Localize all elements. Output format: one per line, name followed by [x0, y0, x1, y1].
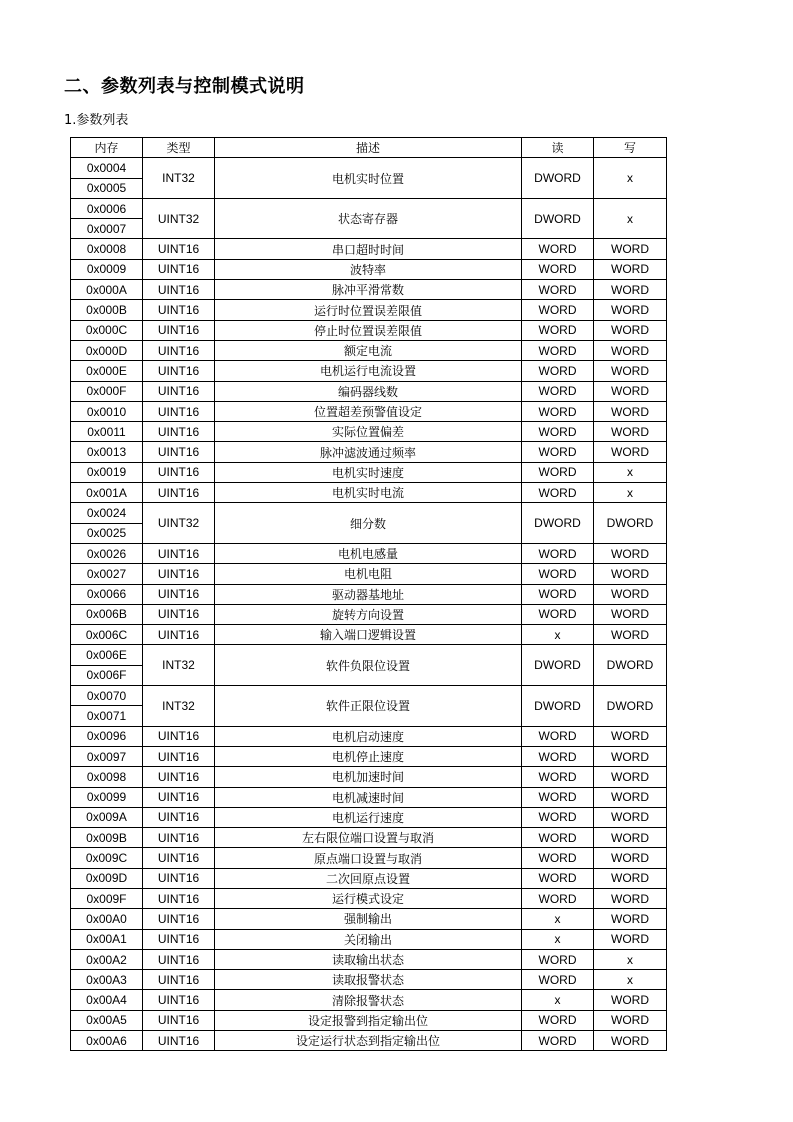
write-cell: WORD [594, 868, 667, 888]
table-row [71, 300, 667, 320]
type-cell: UINT16 [143, 422, 215, 442]
address-cell: 0x00A6 [71, 1031, 143, 1051]
type-cell: UINT16 [143, 888, 215, 908]
table-row [71, 746, 667, 766]
table-row [71, 970, 667, 990]
description-cell: 运行时位置误差限值 [215, 300, 522, 320]
read-cell: WORD [522, 584, 594, 604]
description-cell: 电机停止速度 [215, 746, 522, 766]
address-cell: 0x0009 [71, 259, 143, 279]
address-cell: 0x0019 [71, 462, 143, 482]
table-row [71, 990, 667, 1010]
description-cell: 原点端口设置与取消 [215, 848, 522, 868]
write-cell: DWORD [594, 686, 667, 727]
table-row [71, 422, 667, 442]
write-cell: WORD [594, 726, 667, 746]
read-cell: x [522, 909, 594, 929]
write-cell: WORD [594, 543, 667, 563]
table-row [71, 686, 667, 706]
address-cell: 0x000F [71, 381, 143, 401]
write-cell: x [594, 970, 667, 990]
read-cell: WORD [522, 462, 594, 482]
table-header-row [71, 138, 667, 158]
description-cell: 电机加速时间 [215, 767, 522, 787]
address-cell: 0x009F [71, 888, 143, 908]
table-row [71, 868, 667, 888]
type-cell: UINT16 [143, 401, 215, 421]
read-cell: WORD [522, 604, 594, 624]
type-cell: UINT16 [143, 1031, 215, 1051]
table-row [71, 848, 667, 868]
address-cell: 0x006C [71, 625, 143, 645]
address-cell: 0x00A4 [71, 990, 143, 1010]
read-cell: WORD [522, 767, 594, 787]
address-cell: 0x001A [71, 483, 143, 503]
type-cell: UINT16 [143, 909, 215, 929]
table-row [71, 483, 667, 503]
write-cell: WORD [594, 564, 667, 584]
write-cell: WORD [594, 340, 667, 360]
description-cell: 电机电阻 [215, 564, 522, 584]
address-cell: 0x009A [71, 807, 143, 827]
table-body [71, 158, 667, 1051]
write-cell: WORD [594, 280, 667, 300]
type-cell: UINT32 [143, 503, 215, 544]
description-cell: 电机减速时间 [215, 787, 522, 807]
read-cell: WORD [522, 564, 594, 584]
write-cell: WORD [594, 888, 667, 908]
read-cell: DWORD [522, 158, 594, 199]
table-row [71, 604, 667, 624]
type-cell: UINT16 [143, 625, 215, 645]
type-cell: UINT16 [143, 239, 215, 259]
read-cell: DWORD [522, 503, 594, 544]
read-cell: WORD [522, 807, 594, 827]
description-cell: 电机电感量 [215, 543, 522, 563]
type-cell: UINT16 [143, 564, 215, 584]
read-cell: WORD [522, 361, 594, 381]
read-cell: WORD [522, 320, 594, 340]
type-cell: UINT16 [143, 1010, 215, 1030]
address-cell: 0x00A5 [71, 1010, 143, 1030]
type-cell: UINT16 [143, 868, 215, 888]
address-cell: 0x0024 [71, 503, 143, 523]
header-read: 读 [522, 138, 594, 158]
read-cell: DWORD [522, 198, 594, 239]
type-cell: UINT16 [143, 280, 215, 300]
write-cell: WORD [594, 300, 667, 320]
description-cell: 额定电流 [215, 340, 522, 360]
read-cell: WORD [522, 746, 594, 766]
address-cell: 0x0011 [71, 422, 143, 442]
table-row [71, 787, 667, 807]
type-cell: UINT16 [143, 361, 215, 381]
table-row [71, 503, 667, 523]
write-cell: WORD [594, 320, 667, 340]
type-cell: UINT16 [143, 340, 215, 360]
table-row [71, 158, 667, 178]
type-cell: UINT32 [143, 198, 215, 239]
section-subtitle: 1.参数列表 [64, 113, 129, 128]
table-row [71, 543, 667, 563]
read-cell: WORD [522, 848, 594, 868]
write-cell: WORD [594, 787, 667, 807]
read-cell: WORD [522, 300, 594, 320]
address-cell: 0x0027 [71, 564, 143, 584]
address-cell: 0x000C [71, 320, 143, 340]
address-cell: 0x0010 [71, 401, 143, 421]
type-cell: INT32 [143, 158, 215, 199]
address-cell: 0x0026 [71, 543, 143, 563]
address-cell: 0x006E [71, 645, 143, 665]
write-cell: WORD [594, 381, 667, 401]
table-row [71, 726, 667, 746]
table-row [71, 888, 667, 908]
table-row [71, 239, 667, 259]
address-cell: 0x006F [71, 665, 143, 685]
header-type: 类型 [143, 138, 215, 158]
write-cell: WORD [594, 422, 667, 442]
description-cell: 状态寄存器 [215, 198, 522, 239]
write-cell: x [594, 483, 667, 503]
table-row [71, 564, 667, 584]
table-row [71, 280, 667, 300]
address-cell: 0x0097 [71, 746, 143, 766]
type-cell: UINT16 [143, 462, 215, 482]
address-cell: 0x0008 [71, 239, 143, 259]
description-cell: 电机实时位置 [215, 158, 522, 199]
type-cell: UINT16 [143, 767, 215, 787]
table-row [71, 909, 667, 929]
table-row [71, 645, 667, 665]
read-cell: WORD [522, 726, 594, 746]
read-cell: WORD [522, 280, 594, 300]
type-cell: UINT16 [143, 990, 215, 1010]
address-cell: 0x009B [71, 828, 143, 848]
header-address: 内存 [71, 138, 143, 158]
read-cell: WORD [522, 949, 594, 969]
read-cell: WORD [522, 259, 594, 279]
description-cell: 电机实时速度 [215, 462, 522, 482]
parameter-table [70, 137, 667, 1051]
address-cell: 0x000E [71, 361, 143, 381]
read-cell: x [522, 625, 594, 645]
page-title: 二、参数列表与控制模式说明 [64, 76, 305, 97]
type-cell: UINT16 [143, 787, 215, 807]
description-cell: 电机运行电流设置 [215, 361, 522, 381]
read-cell: WORD [522, 1010, 594, 1030]
description-cell: 编码器线数 [215, 381, 522, 401]
description-cell: 强制输出 [215, 909, 522, 929]
type-cell: UINT16 [143, 970, 215, 990]
write-cell: WORD [594, 1031, 667, 1051]
address-cell: 0x0099 [71, 787, 143, 807]
address-cell: 0x000D [71, 340, 143, 360]
write-cell: WORD [594, 604, 667, 624]
description-cell: 清除报警状态 [215, 990, 522, 1010]
description-cell: 读取报警状态 [215, 970, 522, 990]
address-cell: 0x0025 [71, 523, 143, 543]
table-row [71, 1010, 667, 1030]
table-row [71, 361, 667, 381]
type-cell: UINT16 [143, 483, 215, 503]
description-cell: 设定报警到指定输出位 [215, 1010, 522, 1030]
address-cell: 0x0007 [71, 219, 143, 239]
table-row [71, 401, 667, 421]
type-cell: UINT16 [143, 929, 215, 949]
description-cell: 脉冲滤波通过频率 [215, 442, 522, 462]
read-cell: x [522, 929, 594, 949]
description-cell: 软件正限位设置 [215, 686, 522, 727]
type-cell: UINT16 [143, 300, 215, 320]
read-cell: WORD [522, 1031, 594, 1051]
description-cell: 脉冲平滑常数 [215, 280, 522, 300]
table-row [71, 929, 667, 949]
address-cell: 0x0013 [71, 442, 143, 462]
description-cell: 停止时位置误差限值 [215, 320, 522, 340]
address-cell: 0x0004 [71, 158, 143, 178]
write-cell: WORD [594, 828, 667, 848]
description-cell: 波特率 [215, 259, 522, 279]
type-cell: UINT16 [143, 381, 215, 401]
type-cell: UINT16 [143, 807, 215, 827]
write-cell: x [594, 949, 667, 969]
table-row [71, 807, 667, 827]
type-cell: UINT16 [143, 584, 215, 604]
table-row [71, 320, 667, 340]
type-cell: UINT16 [143, 746, 215, 766]
write-cell: x [594, 462, 667, 482]
address-cell: 0x009C [71, 848, 143, 868]
address-cell: 0x006B [71, 604, 143, 624]
address-cell: 0x009D [71, 868, 143, 888]
table-row [71, 828, 667, 848]
write-cell: WORD [594, 929, 667, 949]
read-cell: WORD [522, 381, 594, 401]
description-cell: 左右限位端口设置与取消 [215, 828, 522, 848]
description-cell: 关闭输出 [215, 929, 522, 949]
write-cell: WORD [594, 584, 667, 604]
read-cell: WORD [522, 239, 594, 259]
write-cell: WORD [594, 746, 667, 766]
table-row [71, 442, 667, 462]
address-cell: 0x0071 [71, 706, 143, 726]
description-cell: 运行模式设定 [215, 888, 522, 908]
type-cell: UINT16 [143, 604, 215, 624]
description-cell: 驱动器基地址 [215, 584, 522, 604]
address-cell: 0x00A0 [71, 909, 143, 929]
read-cell: WORD [522, 543, 594, 563]
write-cell: DWORD [594, 645, 667, 686]
description-cell: 串口超时时间 [215, 239, 522, 259]
address-cell: 0x0070 [71, 686, 143, 706]
type-cell: UINT16 [143, 726, 215, 746]
write-cell: WORD [594, 442, 667, 462]
address-cell: 0x000A [71, 280, 143, 300]
read-cell: WORD [522, 888, 594, 908]
type-cell: UINT16 [143, 320, 215, 340]
read-cell: x [522, 990, 594, 1010]
description-cell: 输入端口逻辑设置 [215, 625, 522, 645]
address-cell: 0x0096 [71, 726, 143, 746]
read-cell: WORD [522, 868, 594, 888]
type-cell: UINT16 [143, 442, 215, 462]
read-cell: WORD [522, 483, 594, 503]
description-cell: 软件负限位设置 [215, 645, 522, 686]
address-cell: 0x0006 [71, 198, 143, 218]
write-cell: WORD [594, 401, 667, 421]
write-cell: WORD [594, 990, 667, 1010]
write-cell: WORD [594, 625, 667, 645]
read-cell: WORD [522, 828, 594, 848]
description-cell: 电机运行速度 [215, 807, 522, 827]
description-cell: 电机实时电流 [215, 483, 522, 503]
write-cell: WORD [594, 239, 667, 259]
type-cell: UINT16 [143, 949, 215, 969]
write-cell: WORD [594, 1010, 667, 1030]
write-cell: DWORD [594, 503, 667, 544]
description-cell: 位置超差预警值设定 [215, 401, 522, 421]
table-row [71, 259, 667, 279]
write-cell: WORD [594, 848, 667, 868]
read-cell: DWORD [522, 645, 594, 686]
table-row [71, 198, 667, 218]
write-cell: WORD [594, 767, 667, 787]
read-cell: DWORD [522, 686, 594, 727]
read-cell: WORD [522, 442, 594, 462]
description-cell: 旋转方向设置 [215, 604, 522, 624]
address-cell: 0x00A1 [71, 929, 143, 949]
description-cell: 二次回原点设置 [215, 868, 522, 888]
table-row [71, 340, 667, 360]
description-cell: 细分数 [215, 503, 522, 544]
address-cell: 0x0005 [71, 178, 143, 198]
address-cell: 0x0098 [71, 767, 143, 787]
read-cell: WORD [522, 787, 594, 807]
write-cell: WORD [594, 361, 667, 381]
read-cell: WORD [522, 970, 594, 990]
write-cell: WORD [594, 807, 667, 827]
address-cell: 0x000B [71, 300, 143, 320]
read-cell: WORD [522, 401, 594, 421]
description-cell: 设定运行状态到指定输出位 [215, 1031, 522, 1051]
table-row [71, 949, 667, 969]
type-cell: UINT16 [143, 543, 215, 563]
address-cell: 0x00A2 [71, 949, 143, 969]
address-cell: 0x0066 [71, 584, 143, 604]
write-cell: WORD [594, 909, 667, 929]
type-cell: UINT16 [143, 848, 215, 868]
table-row [71, 584, 667, 604]
address-cell: 0x00A3 [71, 970, 143, 990]
description-cell: 实际位置偏差 [215, 422, 522, 442]
read-cell: WORD [522, 340, 594, 360]
header-description: 描述 [215, 138, 522, 158]
table-row [71, 767, 667, 787]
type-cell: INT32 [143, 686, 215, 727]
description-cell: 读取输出状态 [215, 949, 522, 969]
type-cell: UINT16 [143, 828, 215, 848]
write-cell: x [594, 198, 667, 239]
description-cell: 电机启动速度 [215, 726, 522, 746]
table-row [71, 1031, 667, 1051]
header-write: 写 [594, 138, 667, 158]
type-cell: INT32 [143, 645, 215, 686]
table-row [71, 625, 667, 645]
read-cell: WORD [522, 422, 594, 442]
table-row [71, 462, 667, 482]
write-cell: WORD [594, 259, 667, 279]
type-cell: UINT16 [143, 259, 215, 279]
table-row [71, 381, 667, 401]
write-cell: x [594, 158, 667, 199]
